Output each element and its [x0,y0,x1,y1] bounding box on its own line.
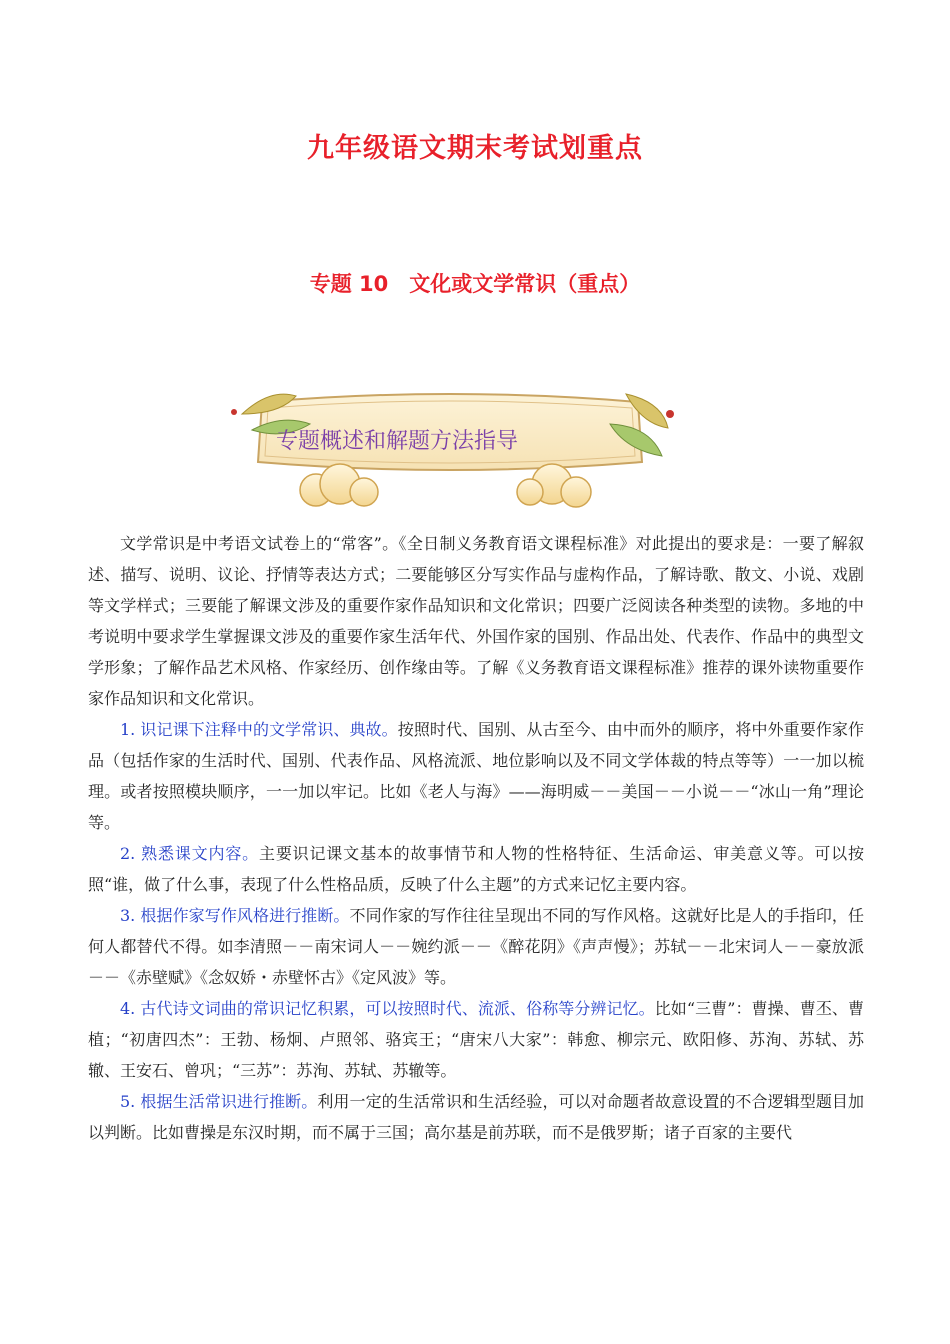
page-title: 九年级语文期末考试划重点 [307,133,643,164]
banner-label: 专题概述和解题方法指导 [276,429,519,454]
point-3-heading: 3. 根据作家写作风格进行推断。 [120,906,350,925]
point-4-paragraph [88,993,864,1086]
article-body [88,528,864,1148]
point-3-paragraph [88,900,864,993]
point-1-heading: 1. 识记课下注释中的文学常识、典故。 [120,720,398,739]
point-5-paragraph [88,1086,864,1148]
point-2-heading: 2. 熟悉课文内容。 [120,844,259,863]
point-3-text: 不同作家的写作往往呈现出不同的写作风格。这就好比是人的手指印，任何人都替代不得。如李清照－－南宋词人－－婉约派－－《醉花阴》《声声慢》；苏轼－－北宋词人－－豪放派－－《赤壁赋》《念奴娇・赤壁怀古》《定风波》等。 [88,906,864,987]
point-5-heading: 5. 根据生活常识进行推断。 [120,1092,318,1111]
point-2-text: 主要识记课文基本的故事情节和人物的性格特征、生活命运、审美意义等。可以按照“谁，做了什么事，表现了什么性格品质，反映了什么主题”的方式来记忆主要内容。 [88,844,864,894]
intro-paragraph: 文学常识是中考语文试卷上的“常客”。《全日制义务教育语文课程标准》对此提出的要求是：一要了解叙述、描写、说明、议论、抒情等表达方式；二要能够区分写实作品与虚构作品，了解诗歌、散文、小说、戏剧等文学样式；三要能了解课文涉及的重要作家作品知识和文化常识；四要广泛阅读各种类型的读物。多地的中考说明中要求学生掌握课文涉及的重要作家生活年代、外国作家的国别、作品出处、代表作、作品中的典型文学形象；了解作品艺术风格、作家经历、创作缘由等。了解《义务教育语文课程标准》推荐的课外读物重要作家作品知识和文化常识。 [88,534,864,708]
point-4-heading: 4. 古代诗文词曲的常识记忆积累，可以按照时代、流派、俗称等分辨记忆。 [120,999,655,1018]
point-5-text: 利用一定的生活常识和生活经验，可以对命题者故意设置的不合逻辑型题目加以判断。比如曹操是东汉时期，而不属于三国；高尔基是前苏联，而不是俄罗斯；诸子百家的主要代 [88,1092,864,1142]
section-subtitle: 专题 10 文化或文学常识（重点） [309,272,641,296]
point-1-paragraph [88,714,864,838]
point-1-text: 按照时代、国别、从古至今、由中而外的顺序，将中外重要作家作品（包括作家的生活时代、国别、代表作品、风格流派、地位影响以及不同文学体裁的特点等等）一一加以梳理。或者按照模块顺序，一一加以牢记。比如《老人与海》——海明威－－美国－－小说－－“冰山一角”理论等。 [88,720,864,832]
point-4-text: 比如“三曹”：曹操、曹丕、曹植；“初唐四杰”：王勃、杨炯、卢照邻、骆宾王；“唐宋八大家”：韩愈、柳宗元、欧阳修、苏洵、苏轼、苏辙、王安石、曾巩；“三苏”：苏洵、苏轼、苏辙等。 [88,999,864,1080]
point-2-paragraph [88,838,864,900]
